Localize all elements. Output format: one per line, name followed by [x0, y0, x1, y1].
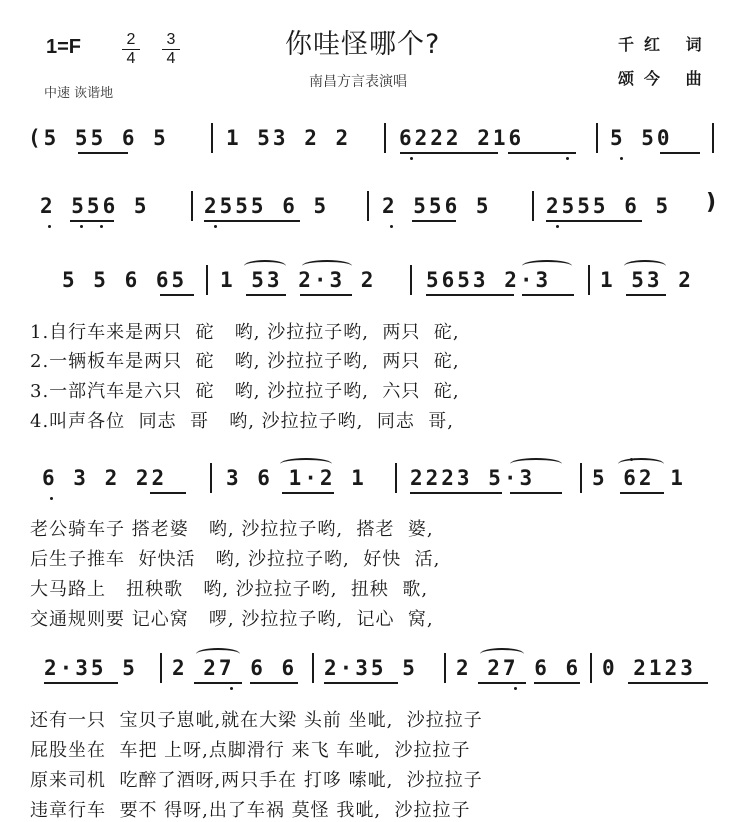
- low-octave-dot: [620, 157, 623, 160]
- barline: [206, 265, 208, 295]
- low-octave-dot: [390, 225, 393, 228]
- measure: 6 3 2 22: [42, 466, 168, 490]
- barline: [367, 191, 369, 221]
- slur: [280, 458, 332, 470]
- beam: [508, 152, 576, 154]
- beam: [522, 294, 574, 296]
- beam: [246, 294, 286, 296]
- low-octave-dot: [556, 225, 559, 228]
- slur: [302, 260, 352, 272]
- measure: 5653 2·3: [426, 268, 552, 292]
- measure: 2 556 5: [40, 194, 150, 218]
- low-octave-dot: [514, 687, 517, 690]
- beam: [478, 682, 526, 684]
- beam: [400, 152, 498, 154]
- beam: [546, 220, 642, 222]
- measure: 2555 6 5: [546, 194, 672, 218]
- low-octave-dot: [566, 157, 569, 160]
- barline: [191, 191, 193, 221]
- notation-row-5: [0, 648, 750, 708]
- beam: [282, 492, 334, 494]
- lyric-line: 还有一只 宝贝子崽呲,就在大梁 头前 坐呲, 沙拉拉子: [30, 710, 483, 731]
- beam: [534, 682, 580, 684]
- low-octave-dot: [100, 225, 103, 228]
- measure: 2 27 6 6: [456, 656, 582, 680]
- beam: [626, 294, 666, 296]
- lyric-line: 4.叫声各位 同志 哥 哟, 沙拉拉子哟, 同志 哥,: [30, 411, 454, 432]
- lyric-line: 后生子推车 好快活 哟, 沙拉拉子哟, 好快 活,: [30, 549, 441, 570]
- beam: [324, 682, 398, 684]
- barline: [532, 191, 534, 221]
- beam: [510, 492, 562, 494]
- lyric-line: 大马路上 扭秧歌 哟, 沙拉拉子哟, 扭秧 歌,: [30, 579, 429, 600]
- slur: [618, 458, 664, 470]
- measure: 2 27 6 6: [172, 656, 298, 680]
- measure: 0 2123: [602, 656, 696, 680]
- low-octave-dot: [214, 225, 217, 228]
- low-octave-dot: [48, 225, 51, 228]
- measure: 5 50: [610, 126, 673, 150]
- low-octave-dot: [80, 225, 83, 228]
- barline: [312, 653, 314, 683]
- slur: [480, 648, 524, 660]
- barline: [588, 265, 590, 295]
- lyric-line: 3.一部汽车是六只 砣 哟, 沙拉拉子哟, 六只 砣,: [30, 381, 460, 402]
- close-parenthesis: ): [706, 190, 717, 215]
- notation-row-2: [0, 188, 750, 248]
- time-signature-3-4: 3 4: [162, 32, 180, 67]
- measure: 5 62 1: [592, 466, 686, 490]
- low-octave-dot: [50, 497, 53, 500]
- measure: (5 55 6 5: [28, 126, 169, 150]
- measure: 6222 216: [399, 126, 525, 150]
- measure: 2555 6 5: [204, 194, 330, 218]
- beam: [300, 294, 352, 296]
- key-signature: 1=F: [46, 36, 82, 58]
- measure: 2·35 5: [324, 656, 418, 680]
- beam: [410, 492, 502, 494]
- barline: [580, 463, 582, 493]
- barline: [444, 653, 446, 683]
- lyric-line: 违章行车 要不 得呀,出了车祸 莫怪 我呲, 沙拉拉子: [30, 800, 471, 821]
- measure: 5 5 6 65: [62, 268, 188, 292]
- beam: [44, 682, 118, 684]
- beam: [628, 682, 708, 684]
- lyric-line: 原来司机 吃醉了酒呀,两只手在 打哆 嗦呲, 沙拉拉子: [30, 770, 483, 791]
- measure: 2·35 5: [44, 656, 138, 680]
- barline: [160, 653, 162, 683]
- beam: [70, 220, 114, 222]
- composer-credit: 颂今 曲: [618, 69, 712, 88]
- song-subtitle: 南昌方言表演唱: [309, 74, 407, 90]
- beam: [412, 220, 456, 222]
- slur: [196, 648, 240, 660]
- lyric-line: 老公骑车子 搭老婆 哟, 沙拉拉子哟, 搭老 婆,: [30, 519, 434, 540]
- lyricist-credit: 千红 词: [618, 35, 712, 54]
- barline: [384, 123, 386, 153]
- song-title: 你哇怪哪个?: [285, 29, 441, 60]
- notation-row-1: [0, 120, 750, 180]
- measure: 1 53 2 2: [226, 126, 352, 150]
- low-octave-dot: [410, 157, 413, 160]
- barline: [395, 463, 397, 493]
- lyric-line: 1.自行车来是两只 砣 哟, 沙拉拉子哟, 两只 砣,: [30, 322, 460, 343]
- beam: [194, 682, 242, 684]
- beam: [620, 492, 664, 494]
- slur: [244, 260, 286, 272]
- slur: [522, 260, 572, 272]
- barline: [596, 123, 598, 153]
- beam: [160, 294, 194, 296]
- low-octave-dot: [230, 687, 233, 690]
- time-signature-2-4: 2 4: [122, 32, 140, 67]
- slur: [510, 458, 562, 470]
- beam: [204, 220, 300, 222]
- beam: [150, 492, 186, 494]
- barline: [712, 123, 714, 153]
- measure: 1 53 2: [600, 268, 694, 292]
- barline: [590, 653, 592, 683]
- beam: [660, 152, 700, 154]
- slur: [624, 260, 666, 272]
- beam: [78, 152, 128, 154]
- measure: 2223 5·3: [410, 466, 536, 490]
- lyric-line: 2.一辆板车是两只 砣 哟, 沙拉拉子哟, 两只 砣,: [30, 351, 460, 372]
- notation-row-4: [0, 458, 750, 518]
- barline: [210, 463, 212, 493]
- measure: 1 53 2·3 2: [220, 268, 377, 292]
- barline: [211, 123, 213, 153]
- lyric-line: 屁股坐在 车把 上呀,点脚滑行 来飞 车呲, 沙拉拉子: [30, 740, 471, 761]
- beam: [250, 682, 298, 684]
- notation-row-3: [0, 260, 750, 320]
- measure: 2 556 5: [382, 194, 492, 218]
- lyric-line: 交通规则要 记心窝 啰, 沙拉拉子哟, 记心 窝,: [30, 609, 434, 630]
- measure: 3 6 1·2 1: [226, 466, 367, 490]
- barline: [410, 265, 412, 295]
- beam: [426, 294, 514, 296]
- tempo-marking: 中速 诙谐地: [44, 86, 114, 101]
